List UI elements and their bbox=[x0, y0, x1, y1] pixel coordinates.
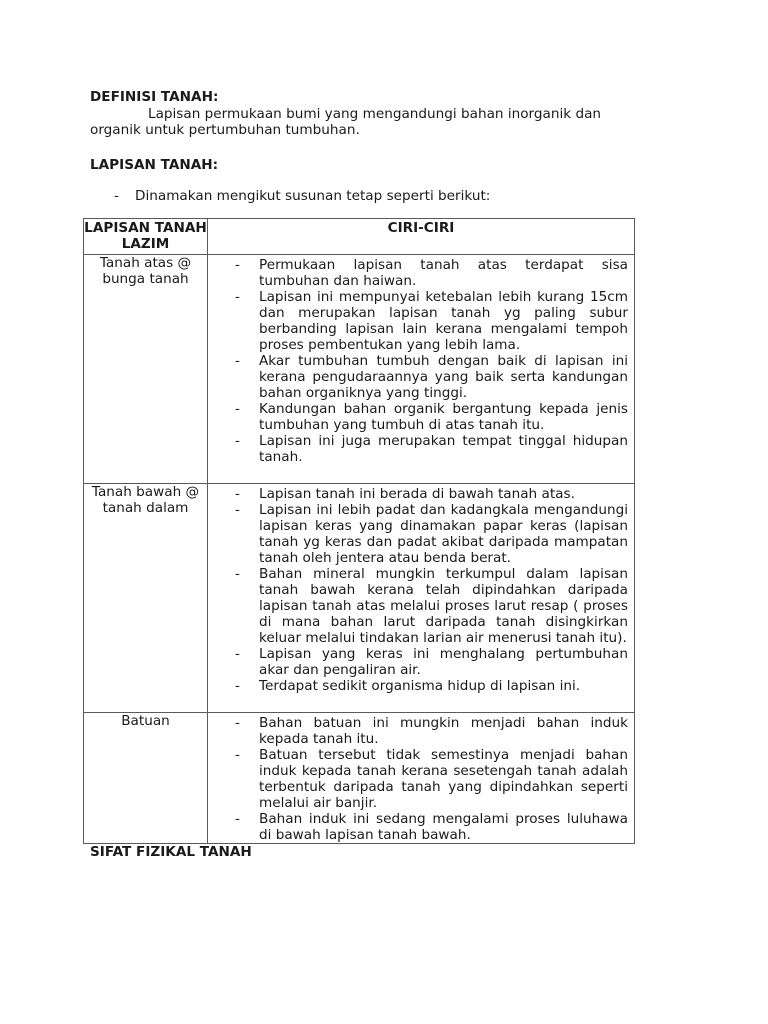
trait-text: Lapisan yang keras ini menghalang pertumbuhan akar dan pengaliran air. bbox=[259, 646, 628, 678]
trait-item bbox=[208, 646, 628, 678]
trait-item bbox=[208, 401, 628, 433]
trait-item bbox=[208, 486, 628, 502]
trait-text: Kandungan bahan organik bergantung kepada jenis tumbuhan yang tumbuh di atas tanah itu. bbox=[259, 401, 628, 433]
header-traits: CIRI-CIRI bbox=[208, 219, 635, 255]
layer-name-cell: Batuan bbox=[84, 713, 208, 844]
table-row bbox=[84, 713, 635, 844]
table-body bbox=[84, 255, 635, 844]
trait-text: Lapisan ini mempunyai ketebalan lebih kurang 15cm dan merupakan lapisan tanah yg paling subur berbanding lapisan lain kerana mengalami tempoh proses pembentukan yang lebih lama. bbox=[259, 289, 628, 353]
soil-layers-table bbox=[83, 218, 635, 844]
dash-bullet: - bbox=[235, 433, 240, 449]
layer-name-cell: Tanah atas @ bunga tanah bbox=[84, 255, 208, 484]
trait-item bbox=[208, 502, 628, 566]
trait-item bbox=[208, 289, 628, 353]
trait-text: Lapisan tanah ini berada di bawah tanah atas. bbox=[259, 486, 575, 502]
dash-bullet: - bbox=[235, 257, 240, 273]
dash-bullet: - bbox=[235, 678, 240, 694]
trait-item bbox=[208, 566, 628, 646]
layer-name-cell: Tanah bawah @ tanah dalam bbox=[84, 484, 208, 713]
traits-cell bbox=[208, 713, 635, 844]
traits-list bbox=[208, 484, 634, 712]
definition-text: Lapisan permukaan bumi yang mengandungi bahan inorganik dan organik untuk pertumbuhan tumbuhan. bbox=[90, 106, 602, 138]
trait-item bbox=[208, 433, 628, 465]
intro-list-item bbox=[90, 188, 652, 204]
trait-text: Bahan batuan ini mungkin menjadi bahan induk kepada tanah itu. bbox=[259, 715, 628, 747]
dash-bullet: - bbox=[114, 188, 119, 204]
spacer bbox=[90, 204, 652, 218]
trait-item bbox=[208, 353, 628, 401]
definition-heading: DEFINISI TANAH: bbox=[90, 89, 219, 105]
traits-list bbox=[208, 255, 634, 483]
dash-bullet: - bbox=[235, 353, 240, 369]
trait-item bbox=[208, 678, 628, 694]
traits-list bbox=[208, 713, 634, 843]
trait-item bbox=[208, 747, 628, 811]
table-row bbox=[84, 255, 635, 484]
dash-bullet: - bbox=[235, 289, 240, 305]
dash-bullet: - bbox=[235, 486, 240, 502]
table-header-row bbox=[84, 219, 635, 255]
intro-text: Dinamakan mengikut susunan tetap seperti berikut: bbox=[135, 188, 491, 204]
trait-text: Batuan tersebut tidak semestinya menjadi bahan induk kepada tanah kerana sesetengah tanah adalah terbentuk daripada tanah yang dipindahkan seperti melalui air banjir. bbox=[259, 747, 628, 811]
trait-text: Lapisan ini juga merupakan tempat tinggal hidupan tanah. bbox=[259, 433, 628, 465]
trait-item bbox=[208, 715, 628, 747]
spacer bbox=[90, 138, 652, 156]
dash-bullet: - bbox=[235, 747, 240, 763]
trait-text: Akar tumbuhan tumbuh dengan baik di lapisan ini kerana pengudaraannya yang baik serta kandungan bahan organiknya yang tinggi. bbox=[259, 353, 628, 401]
dash-bullet: - bbox=[235, 646, 240, 662]
traits-cell bbox=[208, 255, 635, 484]
physical-heading: SIFAT FIZIKAL TANAH bbox=[90, 844, 252, 860]
dash-bullet: - bbox=[235, 502, 240, 518]
dash-bullet: - bbox=[235, 566, 240, 582]
trait-text: Permukaan lapisan tanah atas terdapat sisa tumbuhan dan haiwan. bbox=[259, 257, 628, 289]
layers-heading: LAPISAN TANAH: bbox=[90, 157, 219, 173]
dash-bullet: - bbox=[235, 401, 240, 417]
trait-text: Bahan mineral mungkin terkumpul dalam lapisan tanah bawah kerana telah dipindahkan daripada lapisan tanah atas melalui proses larut resap ( proses di mana bahan larut daripada tanah disingkirkan keluar melalui tindakan larian air menerusi tanah itu). bbox=[259, 566, 628, 646]
spacer bbox=[90, 174, 652, 188]
header-layer: LAPISAN TANAH LAZIM bbox=[84, 219, 208, 255]
document-page bbox=[84, 88, 652, 860]
trait-item bbox=[208, 811, 628, 843]
table-row bbox=[84, 484, 635, 713]
traits-cell bbox=[208, 484, 635, 713]
trait-text: Bahan induk ini sedang mengalami proses luluhawa di bawah lapisan tanah bawah. bbox=[259, 811, 628, 843]
trait-text: Lapisan ini lebih padat dan kadangkala mengandungi lapisan keras yang dinamakan papar keras (lapisan tanah yg keras dan padat akibat daripada mampatan tanah oleh jentera atau benda berat. bbox=[259, 502, 628, 566]
dash-bullet: - bbox=[235, 715, 240, 731]
definition-paragraph bbox=[90, 106, 652, 138]
trait-text: Terdapat sedikit organisma hidup di lapisan ini. bbox=[259, 678, 581, 694]
trait-item bbox=[208, 257, 628, 289]
dash-bullet: - bbox=[235, 811, 240, 827]
